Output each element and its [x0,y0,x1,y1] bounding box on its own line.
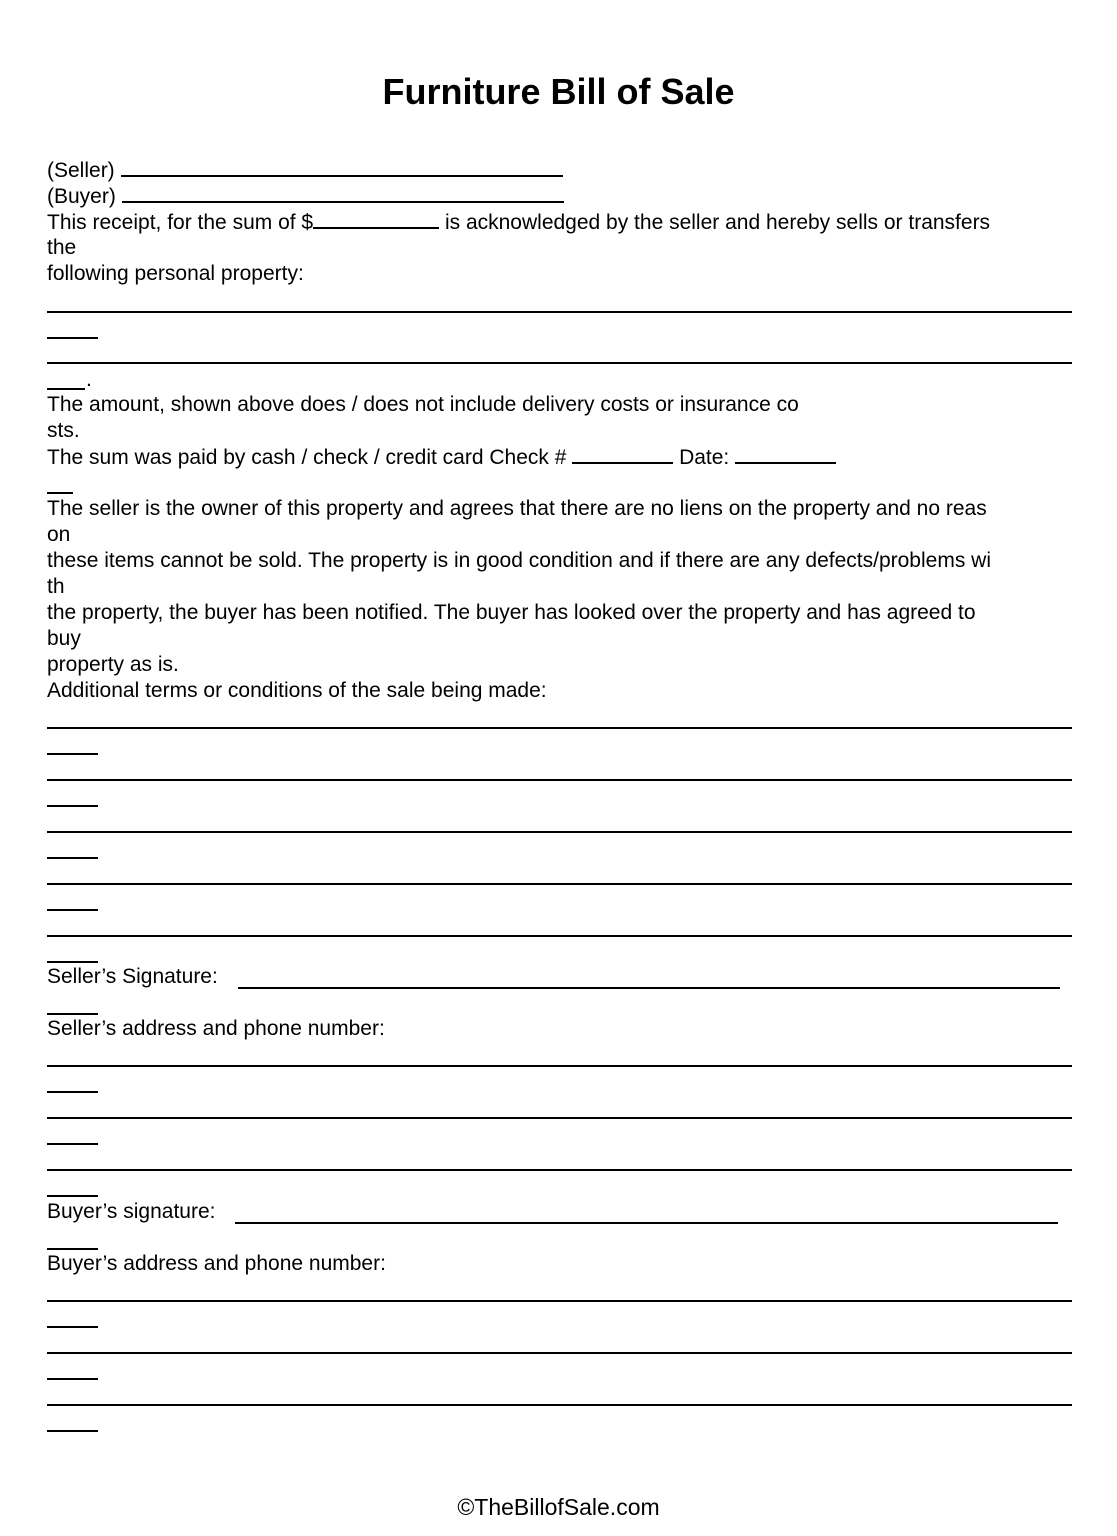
property-period: . [86,368,92,391]
property-line-1[interactable] [47,311,1072,313]
terms-line-2-wrap [47,805,98,807]
buyer-address-line-1[interactable] [47,1300,1072,1302]
property-line-2[interactable] [47,362,1072,364]
seller-address-line-1-wrap [47,1091,98,1093]
buyer-name-field[interactable] [122,183,564,203]
buyer-signature-label: Buyer’s signature: [47,1200,216,1223]
ownership-line-7: property as is. [47,653,179,676]
ownership-line-2: on [47,523,71,546]
buyer-address-line-3-wrap [47,1430,98,1432]
buyer-address-line-3[interactable] [47,1404,1072,1406]
receipt-prefix: This receipt, for the sum of $ [47,211,314,234]
seller-address-line-3[interactable] [47,1169,1072,1171]
buyer-label: (Buyer) [47,185,116,208]
terms-line-2[interactable] [47,779,1072,781]
buyer-row [47,183,564,210]
ownership-line-1: The seller is the owner of this property and agrees that there are no liens on the property and no reas [47,497,987,520]
buyer-address-line-2[interactable] [47,1352,1072,1354]
receipt-wrap: the [47,236,77,259]
amount-line-1: The amount, shown above does / does not include delivery costs or insurance co [47,393,799,416]
seller-address-line-2-wrap [47,1143,98,1145]
seller-name-field[interactable] [121,157,563,177]
seller-address-line-2[interactable] [47,1117,1072,1119]
terms-line-3[interactable] [47,831,1072,833]
check-number-field[interactable] [572,444,673,464]
seller-address-line-3-wrap [47,1195,98,1197]
terms-line-5-wrap [47,961,98,963]
terms-line-4[interactable] [47,883,1072,885]
ownership-line-3: these items cannot be sold. The property is in good condition and if there are any defects/problems wi [47,549,991,572]
ownership-line-5: the property, the buyer has been notified. The buyer has looked over the property and has agreed to [47,601,976,624]
seller-signature-field[interactable] [238,987,1060,989]
receipt-line [47,209,990,236]
document-title: Furniture Bill of Sale [382,71,735,112]
property-line-1-wrap [47,337,98,339]
buyer-address-line-1-wrap [47,1326,98,1328]
ownership-line-4: th [47,575,65,598]
terms-line-1[interactable] [47,727,1072,729]
payment-line [47,444,836,471]
date-field-wrap [47,492,73,494]
seller-signature-wrap [47,1013,98,1015]
terms-line-5[interactable] [47,935,1072,937]
date-field[interactable] [735,444,836,464]
additional-terms-label: Additional terms or conditions of the sale being made: [47,679,547,702]
receipt-suffix: is acknowledged by the seller and hereby sells or transfers [439,211,991,234]
terms-line-1-wrap [47,753,98,755]
buyer-address-line-2-wrap [47,1378,98,1380]
property-line-2-wrap [47,388,85,390]
buyer-signature-wrap [47,1248,98,1250]
terms-line-3-wrap [47,857,98,859]
payment-prefix: The sum was paid by cash / check / credit card Check # [47,446,573,469]
seller-label: (Seller) [47,159,115,182]
date-label: Date: [673,446,736,469]
receipt-line-2: following personal property: [47,262,304,285]
seller-row [47,157,563,184]
terms-line-4-wrap [47,909,98,911]
sum-amount-field[interactable] [313,209,439,229]
buyer-address-label: Buyer’s address and phone number: [47,1252,386,1275]
copyright-footer: ©TheBillofSale.com [457,1494,660,1520]
seller-address-label: Seller’s address and phone number: [47,1017,385,1040]
buyer-signature-field[interactable] [235,1222,1058,1224]
seller-address-line-1[interactable] [47,1065,1072,1067]
ownership-line-6: buy [47,627,81,650]
seller-signature-label: Seller’s Signature: [47,965,218,988]
amount-line-2: sts. [47,419,80,442]
